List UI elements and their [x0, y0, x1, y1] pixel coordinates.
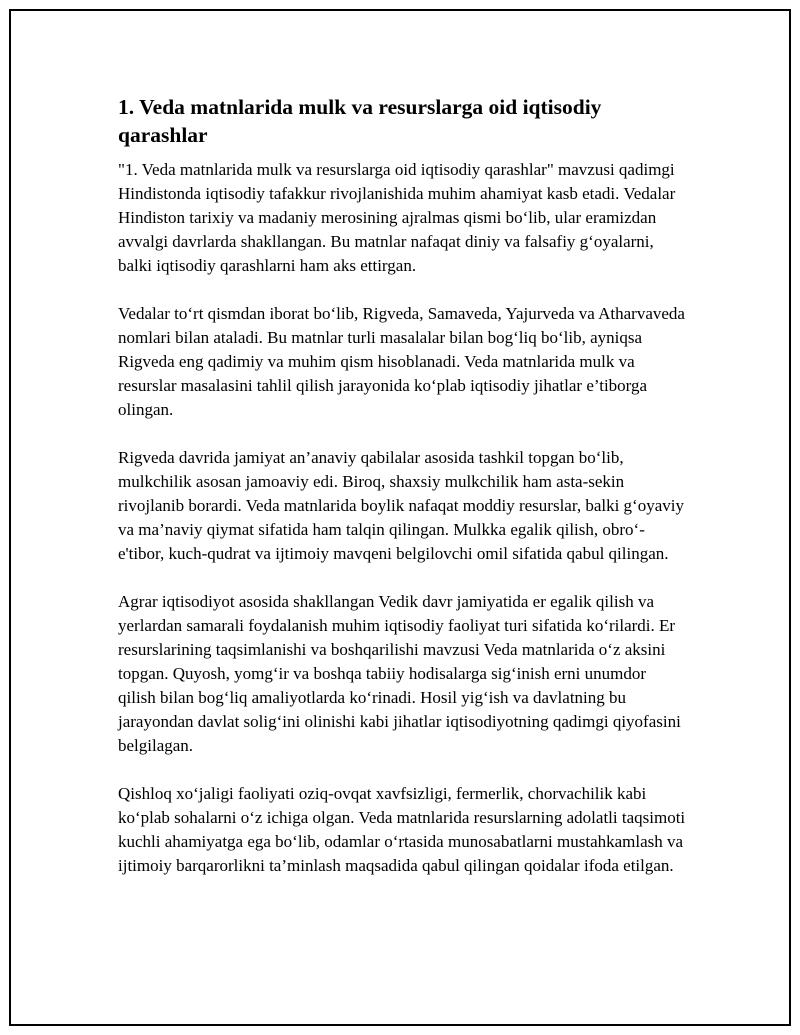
paragraph-vedas-parts: Vedalar to‘rt qismdan iborat bo‘lib, Rigveda, Samaveda, Yajurveda va Atharvaveda nomlari bilan ataladi. Bu matnlar turli masalalar bilan bog‘liq bo‘lib, ayniqsa Rigveda eng qadimiy va muhim qism hisoblanadi. Veda matnlarida mulk va resurslar masalasini tahlil qilish jarayonida ko‘plab iqtisodiy jihatlar e’tiborga olingan. [118, 304, 685, 419]
document-body [118, 93, 688, 902]
paragraph-agriculture: Qishloq xo‘jaligi faoliyati oziq-ovqat xavfsizligi, fermerlik, chorvachilik kabi ko‘plab sohalarni o‘z ichiga olgan. Veda matnlarida resurslarning adolatli taqsimoti kuchli ahamiyatga ega bo‘lib, odamlar o‘rtasida munosabatlarni mustahkamlash va ijtimoiy barqarorlikni ta’minlash maqsadida qabul qilingan qoidalar ifoda etilgan. [118, 784, 686, 875]
paragraph-rigveda-property: Rigveda davrida jamiyat an’anaviy qabilalar asosida tashkil topgan bo‘lib, mulkchilik asosan jamoaviy edi. Biroq, shaxsiy mulkchilik ham asta-sekin rivojlanib borardi. Veda matnlarida boylik nafaqat moddiy resurslar, balki g‘oyaviy va ma’naviy qiymat sifatida ham talqin qilingan. Mulkka egalik qilish, obro‘-e'tibor, kuch-qudrat va ijtimoiy mavqeni belgilovchi omil sifatida qabul qilingan. [118, 448, 684, 563]
paragraph-agrarian-economy: Agrar iqtisodiyot asosida shakllangan Vedik davr jamiyatida er egalik qilish va yerlardan samarali foydalanish muhim iqtisodiy faoliyat turi sifatida ko‘rilardi. Er resurslarining taqsimlanishi va boshqarilishi mavzusi Veda matnlarida o‘z aksini topgan. Quyosh, yomg‘ir va boshqa tabiiy hodisalarga sig‘inish erni unumdor qilish bilan bog‘liq amaliyotlarda ko‘rinadi. Hosil yig‘ish va davlatning bu jarayondan davlat solig‘ini olinishi kabi jihatlar iqtisodiyotning qadimgi qiyofasini belgilagan. [118, 592, 681, 755]
paragraph-intro: "1. Veda matnlarida mulk va resurslarga oid iqtisodiy qarashlar" mavzusi qadimgi Hindistonda iqtisodiy tafakkur rivojlanishida muhim ahamiyat kasb etadi. Vedalar Hindiston tarixiy va madaniy merosining ajralmas qismi bo‘lib, ular eramizdan avvalgi davrlarda shakllangan. Bu matnlar nafaqat diniy va falsafiy g‘oyalarni, balki iqtisodiy qarashlarni ham aks ettirgan. [118, 160, 676, 275]
section-heading: 1. Veda matnlarida mulk va resurslarga oid iqtisodiy qarashlar [118, 95, 602, 147]
